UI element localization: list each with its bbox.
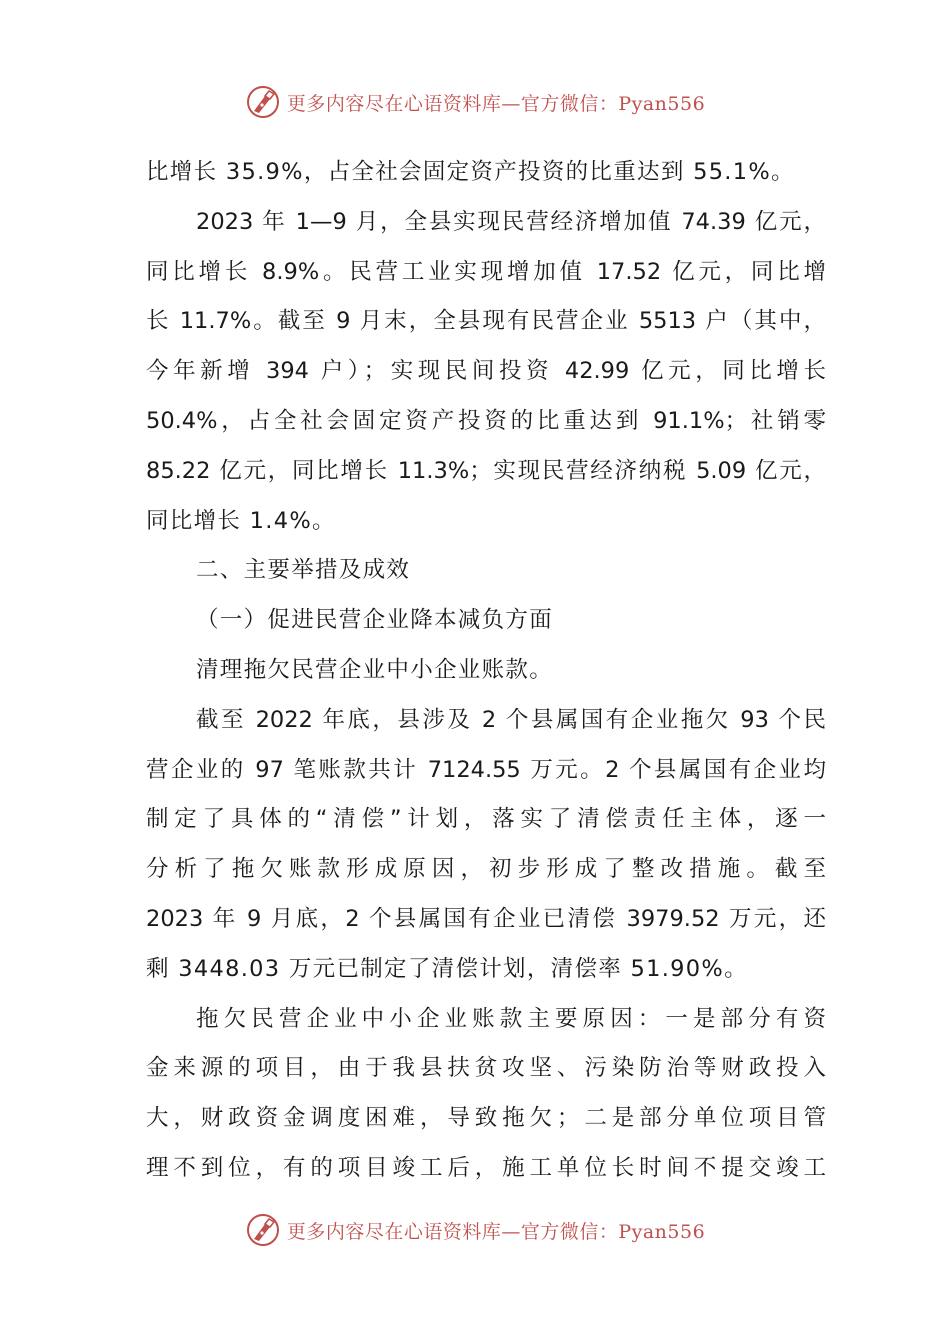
topic-heading: 清理拖欠民营企业中小企业账款。 bbox=[196, 656, 554, 683]
text-line: 同比增长 1.4%。 bbox=[146, 507, 336, 534]
pen-nib-logo-icon bbox=[245, 1212, 281, 1248]
pen-nib-logo-icon bbox=[245, 84, 281, 120]
text-line: 截至 2022 年底，县涉及 2 个县属国有企业拖欠 93 个民 bbox=[196, 706, 826, 733]
text-line: 2023 年 1—9 月，全县实现民营经济增加值 74.39 亿元， bbox=[196, 208, 826, 235]
body-text bbox=[146, 148, 826, 1194]
text-line: 大，财政资金调度困难，导致拖欠；二是部分单位项目管 bbox=[146, 1105, 826, 1132]
text-line: 营企业的 97 笔账款共计 7124.55 万元。2 个县属国有企业均 bbox=[146, 756, 826, 783]
watermark-text: 更多内容尽在心语资料库—官方微信：Pyan556 bbox=[286, 1220, 706, 1243]
section-heading: 二、主要举措及成效 bbox=[196, 557, 411, 584]
text-line: 比增长 35.9%，占全社会固定资产投资的比重达到 55.1%。 bbox=[146, 159, 795, 185]
text-line: 50.4%，占全社会固定资产投资的比重达到 91.1%；社销零 bbox=[146, 407, 826, 434]
text-line: 分析了拖欠账款形成原因，初步形成了整改措施。截至 bbox=[146, 856, 826, 883]
text-line: 剩 3448.03 万元已制定了清偿计划，清偿率 51.90%。 bbox=[146, 955, 748, 982]
text-line: 制定了具体的“清偿”计划，落实了清偿责任主体，逐一 bbox=[146, 806, 826, 833]
footer-watermark bbox=[0, 1210, 950, 1250]
text-line: 理不到位，有的项目竣工后，施工单位长时间不提交竣工 bbox=[146, 1154, 826, 1181]
text-line: 拖欠民营企业中小企业账款主要原因：一是部分有资 bbox=[196, 1005, 826, 1032]
text-line: 今年新增 394 户）；实现民间投资 42.99 亿元，同比增长 bbox=[146, 358, 826, 385]
text-line: 金来源的项目，由于我县扶贫攻坚、污染防治等财政投入 bbox=[146, 1055, 826, 1082]
text-line: 2023 年 9 月底，2 个县属国有企业已清偿 3979.52 万元，还 bbox=[146, 905, 826, 932]
watermark-text: 更多内容尽在心语资料库—官方微信：Pyan556 bbox=[286, 92, 706, 115]
header-watermark bbox=[0, 82, 950, 122]
text-line: 85.22 亿元，同比增长 11.3%；实现民营经济纳税 5.09 亿元， bbox=[146, 457, 826, 484]
subsection-heading: （一）促进民营企业降本减负方面 bbox=[196, 607, 554, 634]
text-line: 同比增长 8.9%。民营工业实现增加值 17.52 亿元，同比增 bbox=[146, 258, 826, 285]
text-line: 长 11.7%。截至 9 月末，全县现有民营企业 5513 户（其中， bbox=[146, 308, 826, 335]
